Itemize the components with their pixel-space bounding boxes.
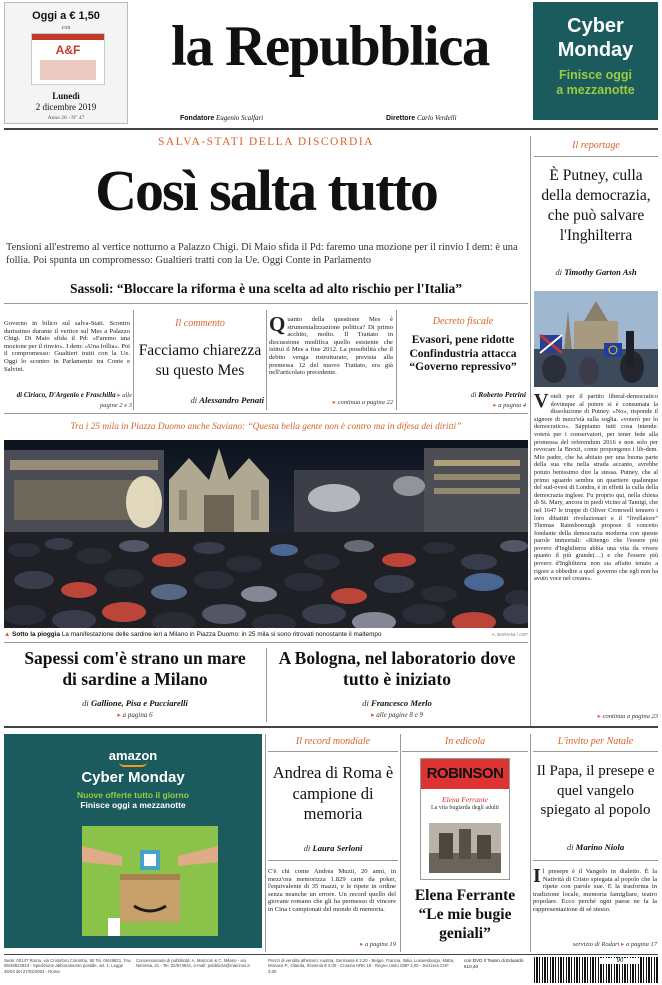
lead-body: Governo in bilico sul salva-Stati. Scontro durissimo durante il vertice sul Mes a Palazzo Chigi. Di Maio sfida il Pd: «Faremo una mozione per il rinvio». I dem: «Una follia». Poi il compromesso: Gualtieri tratti con la Ue. Oggi lo scontro in Parlamento tra Conte e Salvini. [4, 320, 130, 373]
barcode-number: 90 [600, 958, 640, 964]
footer-col1: Sede: 00147 Roma, via Cristoforo Colombo, 90 Tel. 06/49821, Fax 06/49822923 - Spedizione abbonamento postale, art. 1, Legge 46/04 del 27/02/2004 - Roma [4, 958, 131, 974]
amazon-line2: Finisce oggi a mezzanotte [80, 800, 186, 810]
record-kicker-rule [268, 751, 398, 752]
decreto-author: Roberto Petrini [478, 390, 526, 399]
putney-photo-svg [534, 291, 658, 387]
natale-kicker-rule [533, 751, 658, 752]
bottom-section-rule [4, 726, 658, 728]
decreto-kicker: Decreto fiscale [432, 316, 494, 327]
col-divider-1 [133, 310, 134, 410]
cyber-line4: a mezzanotte [556, 83, 635, 97]
record-body: C'è chi come Andrea Muzii, 20 anni, in mezz'ora memorizza 1.829 carte da poker, l'equivalente di 35 mazzi, e le ripete in ordine senza neanche un errore. Un record quello del giovane romano che gli ha permesso di vincere in Cina i campionati del mondo di memoria. [268, 868, 396, 913]
amazon-brand: amazon [108, 748, 158, 763]
photo-caption: ▲ Sotto la pioggia La manifestazione delle sardine ieri a Milano in Piazza Duomo: in 25 mila si sono ritrovati nonostante il maltempo [4, 631, 382, 638]
sardine-divider [266, 648, 267, 722]
footer-col3: Prezzi di vendita all'estero: Austria, Germania € 2,20 - Belgio, Francia, Italia, Lussemburgo, Malta, Monaco P., Olanda, Slovenia € 2,00 - Croazia HRK 19 - Regno Unito GBP 2,00 - Svizzera CHF 3,00 [268, 958, 455, 974]
natale-byline-rule [533, 860, 658, 861]
lead-cont: alle pagine 2 e 3 [100, 392, 132, 409]
insert-band [32, 34, 104, 40]
natale-cont: servizio di Rodari ▸ a pagina 17 [572, 941, 657, 948]
commento-author: Alessandro Penati [199, 395, 264, 405]
robinson-image-svg [429, 823, 501, 873]
footer-col4: con DVD Il Teatro di Eduardo €10,40 [464, 958, 524, 969]
record-byline: di Laura Serloni [303, 843, 363, 853]
natale-byline: di Marino Niola [566, 842, 625, 852]
masthead-director [386, 114, 457, 122]
mes-cont: ▸ continua a pagina 22 [332, 399, 393, 406]
decreto-cont: ▸ a pagina 4 [493, 402, 526, 409]
founder-label: Fondatore [180, 115, 215, 122]
photo-caption-bold: Sotto la pioggia [12, 631, 61, 638]
mes-dropcap: Q [269, 312, 286, 336]
issue-number: Anno 26 - N° 47 [47, 115, 85, 121]
amazon-ad[interactable] [4, 734, 262, 948]
col-divider-2 [266, 310, 267, 410]
commento-byline: di Alessandro Penati [190, 395, 264, 405]
robinson-subtitle: La vita bugiarda degli adulti [431, 805, 499, 811]
putney-photo[interactable] [534, 291, 658, 387]
director-name: Carlo Verdelli [416, 114, 457, 122]
cyber-line2: Monday [557, 39, 634, 61]
commento-headline[interactable]: Facciamo chiarezza su questo Mes [138, 342, 262, 379]
amazon-title: Cyber Monday [81, 769, 185, 786]
reportage-dropcap: V [534, 393, 549, 412]
record-left-rule [265, 734, 266, 952]
right-column-divider [530, 136, 531, 726]
edicola-headline[interactable]: Elena Ferrante “Le mie bugie geniali” [414, 887, 516, 942]
reportage-kicker: Il reportage [572, 140, 620, 151]
price-label: Oggi a € 1,50 [32, 10, 100, 22]
lead-kicker: SALVA-STATI DELLA DISCORDIA [158, 136, 374, 148]
photo-caption-text: La manifestazione delle sardine ieri a Milano in Piazza Duomo: in 25 mila si sono ritrovati nonostante il maltempo [61, 631, 382, 638]
cyber-line3: Finisce oggi [559, 68, 632, 82]
amazon-smile [119, 762, 147, 767]
edicola-kicker: In edicola [444, 736, 486, 747]
issue-date: 2 dicembre 2019 [35, 102, 97, 112]
bologna-cont: ▸ alle pagine 8 e 9 [371, 711, 423, 719]
photo-svg [4, 440, 528, 628]
natale-byline2: servizio di Rodari [572, 941, 620, 948]
director-label: Direttore [386, 115, 416, 122]
lead-summary: Tensioni all'estremo al vertice notturno a Palazzo Chigi. Di Maio sfida il Pd: faremo una mozione per il rinvio I dem: è una follia. Poi spunta un compromesso: Gualtieri tratti con la Ue. Oggi Conte in Parlamento [6, 242, 518, 266]
col-divider-3 [396, 310, 397, 410]
photo-header: Tra i 25 mila in Piazza Duomo anche Saviano: “Questa bella gente non è contro ma in difesa dei diritti” [70, 422, 462, 432]
footer-rule [4, 954, 658, 955]
masthead-title: la Repubblica [171, 15, 489, 78]
header-rule [4, 128, 658, 130]
natale-author: Marino Niola [575, 842, 625, 852]
robinson-author: Elena Ferrante [441, 795, 489, 804]
reportage-headline[interactable]: È Putney, culla della democrazia, che può salvare l'Inghilterra [541, 167, 651, 244]
natale-headline[interactable]: Il Papa, il presepe e quel vangelo spiegato al popolo [536, 763, 655, 818]
reportage-body: V oteli per il partito liberal-democratico dovunque al potere si è consumata la dissoluzione di Putney. «No», risponde il signore di mezz'età sulla soglia. «voterò per lo democratico». Sappiamo tutti cosa intende: voterà per i conservatori, per tener fede alla promessa del referendum 2016 e non solo per revocare la Brexit, come propongono i lib-dem. Mio padre, che ha abitato per una buona parte della sua vita nella strada accanto, avrebbe potuto benissimo dire la stessa. Putney, che al primo sguardo sembra un quartiere qualunque del sud-ovest di Londra, è in effetti la culla della democrazia inglese. Fu proprio qui, nella chiesa di St. Mary, ancora in piedi vicino al Tamigi, che nel 1647 le truppe di Oliver Cromwell tennero i loro dibattiti rivoluzionari e il “livellatore” Thomas Rainsborough propose il concetto fondante della democrazia moderna con queste parole immortali: «Ritengo che l'essere più povero d'Inghilterra abbia una vita da vivere quanto il più grande(…) e che l'essere più povero d'Inghilterra non sia affatto tenuto a rigore a obbedire a quel governo che egli non ha avuto voce nel creare». [534, 393, 658, 583]
reportage-kicker-rule [534, 156, 658, 157]
founder-name: Eugenio Scalfari [215, 114, 264, 122]
amazon-product-panel [82, 826, 218, 936]
mes-body: Q uanto della questione Mes è strumentalizzazione politica? Di primo acchito, molto. Il Trattato in discussione modifica quello esistente che istituì il Mes a fine 2012. La possibilità che il debito venga ristrutturato, prevista alla premessa 12 del nuovo Trattato, era già nell'articolato precedente. [269, 312, 393, 377]
price-box [4, 2, 128, 124]
photo-credit: A. BARIANI / AGF [491, 632, 528, 637]
piazza-duomo-photo[interactable] [4, 440, 528, 628]
masthead-founder [180, 114, 263, 122]
sardine-authors: Gallione, Pisa e Pucciarelli [90, 698, 188, 708]
lead-rule [4, 303, 528, 304]
robinson-title: ROBINSON [426, 765, 504, 782]
reportage-cont: ▸ continua a pagina 23 [597, 713, 658, 720]
lead-headline[interactable]: Così salta tutto [95, 158, 437, 223]
natale-body: I l presepe è il Vangelo in dialetto. È la Natività di Cristo spiegata al popolo che la ripete con parole sue. E la trasforma in tradizione locale, memoria famigliare, teatro popolare. Ecco perché ogni paese ne fa la rappresentazione di sé stesso. [533, 865, 657, 913]
sardine-top-rule [4, 642, 528, 643]
natale-dropcap: I [533, 865, 541, 887]
amazon-box-illustration [82, 826, 218, 936]
decreto-byline: di Roberto Petrini [470, 390, 526, 399]
lead-subhead[interactable]: Sassoli: “Bloccare la riforma è una scelta ad alto rischio per l'Italia” [69, 281, 463, 296]
insert-logo: A&F [55, 43, 81, 57]
price-with: con [61, 25, 71, 31]
edicola-kicker-rule [402, 751, 528, 752]
issue-day: Lunedì [52, 91, 80, 101]
reportage-author: Timothy Garton Ash [564, 267, 637, 277]
bologna-headline[interactable]: A Bologna, nel laboratorio dove tutto è iniziato [278, 648, 516, 689]
edicola-left-rule [400, 734, 401, 952]
record-byline-rule [268, 860, 398, 861]
robinson-header [421, 759, 509, 789]
sardine-byline: di Gallione, Pisa e Pucciarelli [82, 698, 188, 708]
cyber-monday-box[interactable] [533, 2, 658, 120]
insert-image [40, 60, 96, 80]
footer-col2: Concessionaria di pubblicità: A. Manzoni & C. Milano - via Nervesa, 21 - Tel. 02/574941, e-mail: pubblicita@manzoni.it [136, 958, 250, 969]
commento-kicker: Il commento [175, 318, 225, 329]
record-author: Laura Serloni [312, 843, 363, 853]
bologna-byline: di Francesco Merlo [362, 698, 432, 708]
bologna-author: Francesco Merlo [370, 698, 432, 708]
decreto-headline[interactable]: Evasori, pene ridotte Confindustria attacca “Governo repressivo” [409, 334, 517, 373]
cyber-line1: Cyber [567, 15, 624, 37]
lead-byline-names: di Ciriaco, D'Argenio e Fraschilla [16, 391, 116, 399]
sardine-headline[interactable]: Sapessi com'è strano un mare di sardine a Milano [24, 648, 246, 689]
record-cont: ▸ a pagina 19 [360, 941, 396, 948]
record-kicker: Il record mondiale [295, 736, 371, 747]
reportage-byline: di Timothy Garton Ash [555, 267, 637, 277]
lead-byline: di Ciriaco, D'Argenio e Fraschilla ▸ alle pagine 2 e 3 [16, 391, 132, 409]
photo-top-rule [4, 413, 528, 414]
insert-cover [31, 33, 105, 85]
amazon-line1: Nuove offerte tutto il giorno [77, 790, 189, 800]
robinson-image [429, 823, 501, 873]
natale-kicker: L'invito per Natale [557, 736, 634, 747]
record-headline[interactable]: Andrea di Roma è campione di memoria [272, 763, 394, 823]
sardine-cont: ▸ a pagina 6 [117, 711, 153, 719]
robinson-cover[interactable] [420, 758, 510, 880]
natale-left-rule [530, 734, 531, 952]
